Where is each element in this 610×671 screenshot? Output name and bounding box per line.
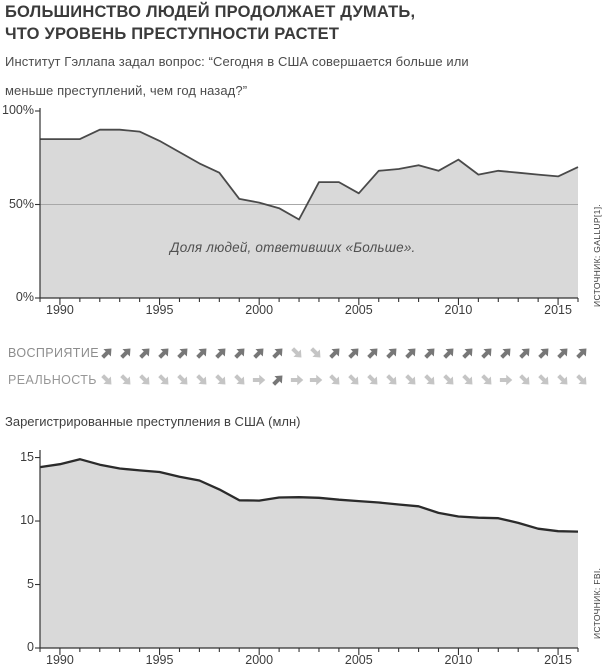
- arrow-se-icon: [135, 370, 155, 390]
- arrow-e-icon: [309, 373, 323, 387]
- arrow-ne-icon: [458, 343, 478, 363]
- arrow-se-icon: [477, 370, 497, 390]
- arrow-ne-icon: [211, 343, 231, 363]
- gallup_perception-x-tick-label: 1990: [46, 303, 74, 317]
- arrow-se-icon: [420, 370, 440, 390]
- fbi_crimes-x-tick-label: 2015: [544, 653, 572, 667]
- arrow-ne-icon: [439, 343, 459, 363]
- gallup_perception-area: [40, 130, 578, 298]
- arrow-se-icon: [325, 370, 345, 390]
- gallup_perception-y-tick-label: 0%: [15, 290, 34, 304]
- fbi_crimes-x-tick-label: 1995: [145, 653, 174, 667]
- reality-arrow-row: [100, 372, 589, 388]
- arrow-ne-icon: [382, 343, 402, 363]
- arrow-se-icon: [230, 370, 250, 390]
- arrow-se-icon: [97, 370, 117, 390]
- arrow-se-icon: [534, 370, 554, 390]
- fbi_crimes-x-tick-label: 1990: [46, 653, 74, 667]
- arrow-se-icon: [553, 370, 573, 390]
- fbi_crimes-x-tick-label: 2010: [444, 653, 473, 667]
- arrow-se-icon: [211, 370, 231, 390]
- arrow-ne-icon: [173, 343, 193, 363]
- perception-row-label: ВОСПРИЯТИЕ: [8, 346, 99, 360]
- arrow-se-icon: [154, 370, 174, 390]
- arrow-ne-icon: [572, 343, 592, 363]
- arrow-ne-icon: [192, 343, 212, 363]
- arrow-se-icon: [344, 370, 364, 390]
- arrow-se-icon: [401, 370, 421, 390]
- gallup_perception-x-tick-label: 2005: [344, 303, 373, 317]
- gallup-source-text: ИСТОЧНИК: GALLUP[1].: [592, 203, 602, 307]
- question-text-line-1: Институт Гэллапа задал вопрос: “Сегодня в США совершается больше или: [5, 54, 469, 69]
- arrow-se-icon: [287, 343, 307, 363]
- arrow-ne-icon: [401, 343, 421, 363]
- arrow-e-icon: [499, 373, 513, 387]
- fbi-source-text: ИСТОЧНИК: FBI.: [592, 567, 602, 639]
- arrow-ne-icon: [249, 343, 269, 363]
- arrow-ne-icon: [135, 343, 155, 363]
- arrow-se-icon: [306, 343, 326, 363]
- arrow-ne-icon: [116, 343, 136, 363]
- arrow-ne-icon: [268, 370, 288, 390]
- arrow-se-icon: [439, 370, 459, 390]
- gallup-source-caption: [592, 203, 610, 319]
- fbi-source-caption: [592, 567, 610, 651]
- arrow-se-icon: [382, 370, 402, 390]
- arrow-ne-icon: [97, 343, 117, 363]
- fbi_crimes-x-tick-label: 2000: [245, 653, 274, 667]
- arrow-ne-icon: [363, 343, 383, 363]
- reality-row-label: РЕАЛЬНОСТЬ: [8, 373, 97, 387]
- arrow-se-icon: [192, 370, 212, 390]
- gallup_perception-x-tick-label: 2000: [245, 303, 274, 317]
- gallup_perception-x-tick-label: 2015: [544, 303, 572, 317]
- arrow-ne-icon: [477, 343, 497, 363]
- arrow-ne-icon: [344, 343, 364, 363]
- gallup-annotation: Доля людей, ответивших «Больше».: [170, 240, 416, 255]
- arrow-ne-icon: [496, 343, 516, 363]
- arrow-se-icon: [515, 370, 535, 390]
- arrow-ne-icon: [230, 343, 250, 363]
- arrow-ne-icon: [553, 343, 573, 363]
- gallup_perception-y-tick-label: 100%: [2, 103, 34, 117]
- arrow-se-icon: [173, 370, 193, 390]
- arrow-se-icon: [363, 370, 383, 390]
- gallup_perception-x-tick-label: 1995: [145, 303, 174, 317]
- page-title-line-1: БОЛЬШИНСТВО ЛЮДЕЙ ПРОДОЛЖАЕТ ДУМАТЬ,: [5, 3, 416, 21]
- fbi_crimes-area: [40, 459, 578, 648]
- fbi_crimes-y-tick-label: 5: [27, 576, 34, 591]
- fbi_crimes-y-tick-label: 10: [20, 513, 34, 528]
- arrow-se-icon: [458, 370, 478, 390]
- gallup_perception-x-tick-label: 2010: [444, 303, 473, 317]
- perception-arrow-row: [100, 345, 589, 361]
- arrow-ne-icon: [325, 343, 345, 363]
- arrow-se-icon: [116, 370, 136, 390]
- gallup_perception-y-tick-label: 50%: [8, 196, 34, 211]
- arrow-ne-icon: [420, 343, 440, 363]
- arrow-ne-icon: [154, 343, 174, 363]
- arrow-ne-icon: [515, 343, 535, 363]
- fbi-chart-title: Зарегистрированные преступления в США (млн): [5, 414, 301, 429]
- arrow-ne-icon: [534, 343, 554, 363]
- arrow-e-icon: [290, 373, 304, 387]
- arrow-ne-icon: [268, 343, 288, 363]
- arrow-se-icon: [572, 370, 592, 390]
- page-title-line-2: ЧТО УРОВЕНЬ ПРЕСТУПНОСТИ РАСТЕТ: [5, 25, 340, 43]
- fbi_crimes-y-tick-label: 15: [20, 449, 34, 464]
- fbi_crimes-y-tick-label: 0: [27, 640, 34, 654]
- arrow-e-icon: [252, 373, 266, 387]
- question-text-line-2: меньше преступлений, чем год назад?”: [5, 83, 248, 98]
- fbi_crimes-x-tick-label: 2005: [344, 653, 373, 667]
